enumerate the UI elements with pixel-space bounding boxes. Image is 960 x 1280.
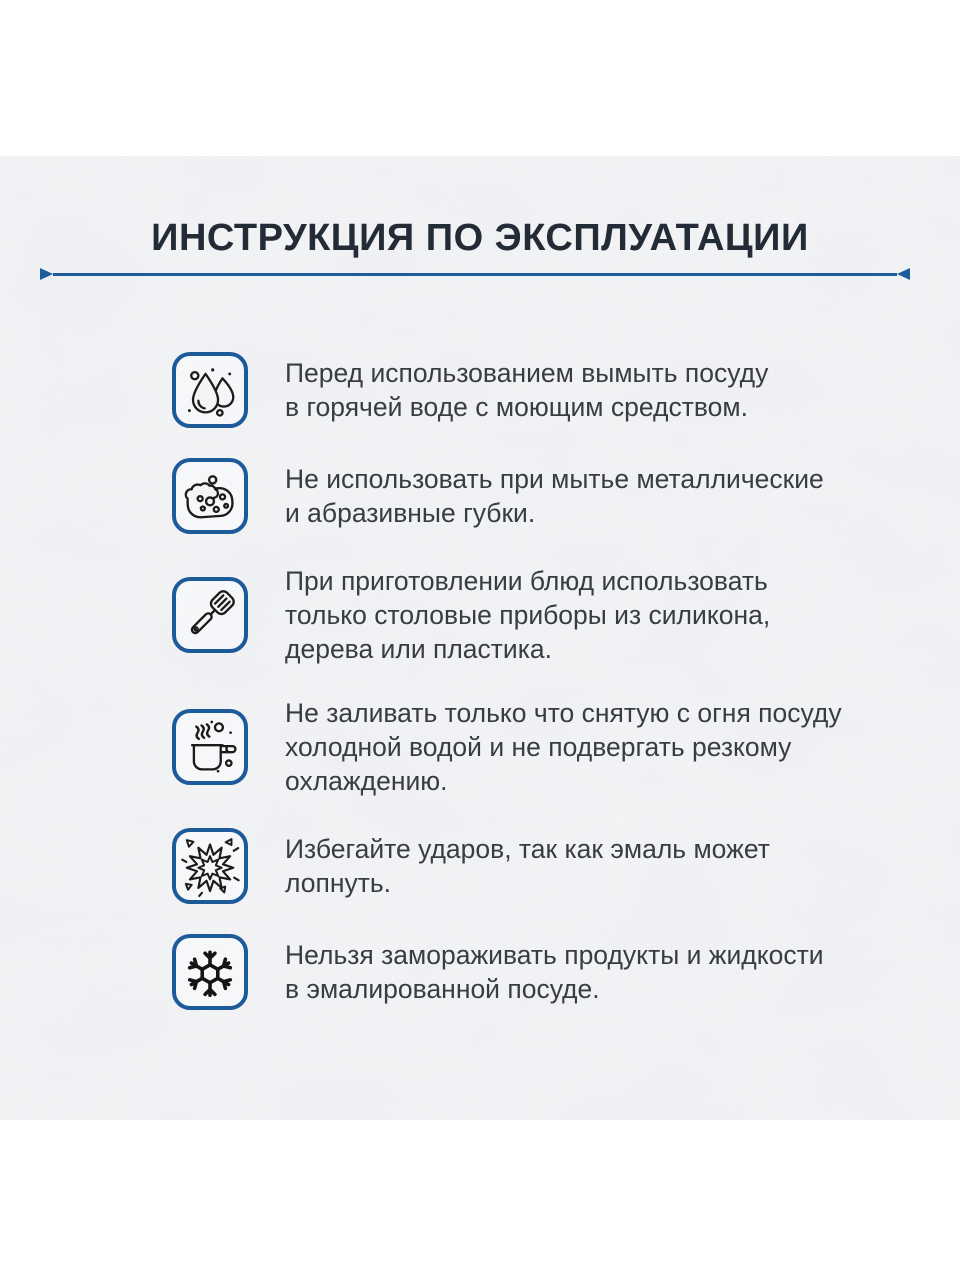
list-item bbox=[172, 352, 960, 428]
instruction-text: Избегайте ударов, так как эмаль может лопнуть. bbox=[285, 834, 770, 898]
instruction-poster bbox=[0, 156, 960, 1120]
instruction-list bbox=[172, 352, 960, 1010]
water-drops-icon bbox=[172, 352, 248, 428]
instruction-text: Нельзя замораживать продукты и жидкости в эмалированной посуде. bbox=[285, 940, 824, 1004]
list-item bbox=[172, 564, 960, 666]
impact-burst-icon bbox=[172, 828, 248, 904]
instruction-text: При приготовлении блюд использовать только столовые приборы из силикона, дерева или пластика. bbox=[285, 566, 771, 664]
list-item bbox=[172, 934, 960, 1010]
title-divider bbox=[40, 267, 910, 281]
list-item bbox=[172, 696, 960, 798]
divider-line bbox=[53, 273, 897, 276]
list-item bbox=[172, 828, 960, 904]
hot-pot-icon bbox=[172, 709, 248, 785]
page-title: ИНСТРУКЦИЯ ПО ЭКСПЛУАТАЦИИ bbox=[151, 217, 809, 259]
instruction-text: Перед использованием вымыть посуду в горячей воде с моющим средством. bbox=[285, 358, 769, 422]
instruction-text: Не использовать при мытье металлические и абразивные губки. bbox=[285, 464, 824, 528]
divider-left-arrow-icon bbox=[40, 268, 53, 280]
spatula-icon bbox=[172, 577, 248, 653]
instruction-text: Не заливать только что снятую с огня посуду холодной водой и не подвергать резкому охлаждению. bbox=[285, 698, 842, 796]
snowflake-icon bbox=[172, 934, 248, 1010]
sponge-icon bbox=[172, 458, 248, 534]
divider-right-arrow-icon bbox=[897, 268, 910, 280]
list-item bbox=[172, 458, 960, 534]
